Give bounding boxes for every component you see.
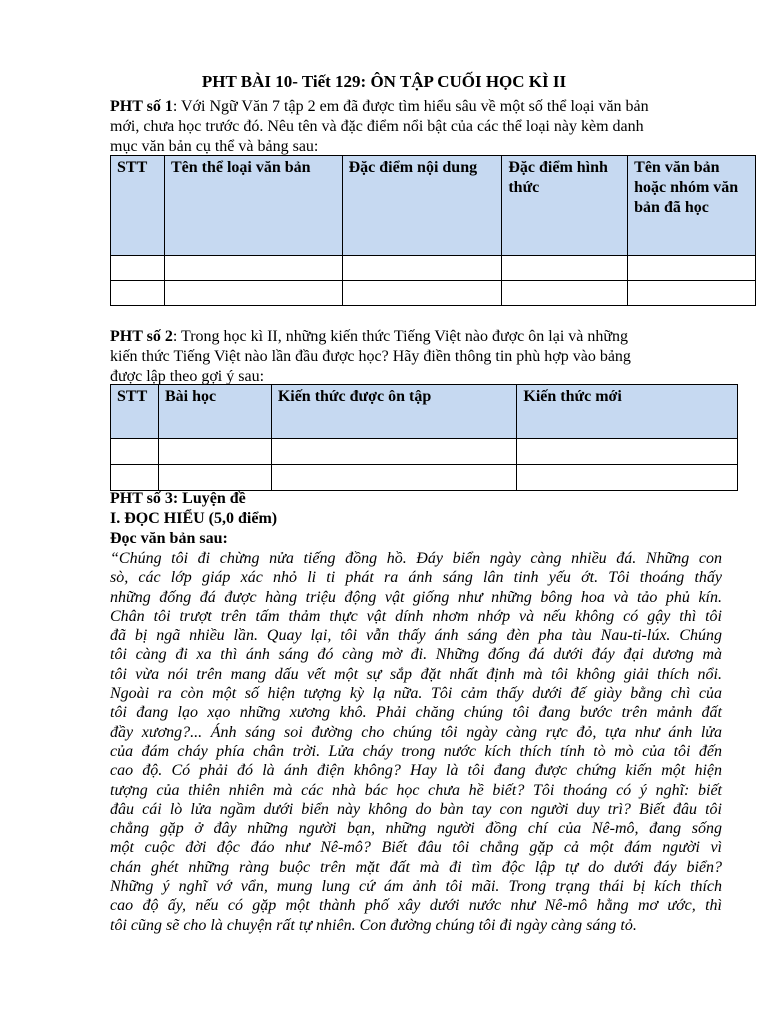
passage-line: tượng của thiên nhiên mà các nhà bác học chưa hề biết? Tôi thoáng có ý nghĩ: biết: [110, 781, 722, 799]
pht2-line-1: : Trong học kì II, những kiến thức Tiếng Việt nào được ôn lại và những: [172, 328, 629, 345]
table-cell[interactable]: [342, 281, 502, 306]
pht1-header-texts: Tên văn bản hoặc nhóm văn bản đã học: [628, 156, 756, 256]
table-row: [111, 465, 738, 491]
table-cell[interactable]: [271, 439, 517, 465]
passage-line: của đám cháy phía chân trời. Lửa cháy trong nước kích thích tính tò mò của tôi đến: [110, 742, 722, 760]
passage-line: chẳng gặp ở đây những người bạn, những người đồng chí của Nê-mô, đang sống: [110, 820, 722, 838]
pht2-header-new: Kiến thức mới: [517, 385, 738, 439]
page-title: PHT BÀI 10- Tiết 129: ÔN TẬP CUỐI HỌC KÌ II: [201, 72, 567, 91]
pht2-prompt: [110, 327, 730, 387]
pht2-header-lesson: Bài học: [158, 385, 271, 439]
table-cell[interactable]: [158, 465, 271, 491]
pht1-table: [110, 155, 756, 306]
passage-line: chán ghét những ràng buộc trên mặt đất mà đi tìm độc lập tự do dưới đáy biển?: [110, 858, 722, 876]
passage-line: tôi đang lạo xạo những xương khô. Phải chăng chúng tôi đang bước trên mảnh đất: [110, 704, 722, 722]
passage-line: Những ý nghĩ vớ vẩn, mung lung cứ ám ảnh tôi mãi. Trong trạng thái bị kích thích: [110, 878, 722, 896]
pht2-header-row: [111, 385, 738, 439]
passage-line: cao độ. Có phải đó là ánh điện không? Hay là tôi đang được chứng kiến một hiện: [110, 762, 722, 780]
table-cell[interactable]: [502, 281, 628, 306]
pht2-header-review: Kiến thức được ôn tập: [271, 385, 517, 439]
pht2-header-stt: STT: [111, 385, 159, 439]
passage-line: “Chúng tôi đi chừng nửa tiếng đồng hồ. Đáy biển ngày càng nhiều đá. Những con: [110, 550, 722, 567]
reading-instruction: Đọc văn bản sau:: [110, 530, 228, 547]
table-cell[interactable]: [111, 439, 159, 465]
table-cell[interactable]: [628, 256, 756, 281]
passage-line: cao độ ấy, nếu có gặp một thành phố xây dưới nước như Nê-mô hằng mơ ước, thì: [110, 897, 722, 915]
pht2-table: [110, 384, 738, 491]
table-row: [111, 281, 756, 306]
table-cell[interactable]: [158, 439, 271, 465]
passage-line: sò, các lớp giáp xác nhỏ li ti phát ra ánh sáng lân tinh yếu ớt. Tôi thoáng thấy: [110, 569, 722, 587]
pht1-label: PHT số 1: [110, 98, 173, 115]
table-cell[interactable]: [111, 465, 159, 491]
passage-line: Ngoài ra còn một số hiện tượng kỳ lạ nữa. Tôi cảm thấy dưới đế giày bằng chì của: [110, 685, 722, 703]
passage-line: đâu cái lò lửa ngầm dưới biển này không do bàn tay con người duy trì? Biết đâu tôi: [110, 800, 722, 818]
pht2-line-3: được lập theo gợi ý sau:: [110, 368, 265, 385]
pht3-label: PHT số 3: Luyện đề: [110, 490, 246, 507]
table-cell[interactable]: [517, 439, 738, 465]
table-cell[interactable]: [111, 281, 165, 306]
table-cell[interactable]: [271, 465, 517, 491]
pht1-header-genre: Tên thể loại văn bản: [164, 156, 342, 256]
table-row: [111, 439, 738, 465]
table-cell[interactable]: [628, 281, 756, 306]
passage-line: tôi cũng sẽ cho là chuyện rất tự nhiên. Con đường chúng tôi đi ngày càng sáng tỏ.: [110, 916, 637, 934]
table-cell[interactable]: [164, 281, 342, 306]
pht2-line-2: kiến thức Tiếng Việt nào lần đầu được học? Hãy điền thông tin phù hợp vào bảng: [110, 348, 631, 365]
pht1-line-2: mới, chưa học trước đó. Nêu tên và đặc điểm nổi bật của các thể loại này kèm danh: [110, 118, 644, 135]
pht1-prompt: [110, 97, 730, 157]
passage-line: tôi càng đi xa thì ánh sáng đó càng mờ đi. Những đống đá dưới đáy đại dương mà: [110, 646, 722, 664]
table-cell[interactable]: [517, 465, 738, 491]
table-row: [111, 256, 756, 281]
pht1-header-row: [111, 156, 756, 256]
pht1-header-stt: STT: [111, 156, 165, 256]
pht1-line-3: mục văn bản cụ thể và bảng sau:: [110, 138, 319, 155]
passage-line: tôi vừa nói trên mang dấu vết một sự sắp đặt nhất định mà tôi không giải thích nổi.: [110, 665, 722, 683]
passage-line: những đống đá được hàng triệu động vật giống như những bông hoa và tảo phủ kín.: [110, 588, 722, 606]
reading-passage: [110, 549, 722, 935]
pht1-line-1: : Với Ngữ Văn 7 tập 2 em đã được tìm hiểu sâu về một số thể loại văn bản: [172, 98, 649, 115]
table-cell[interactable]: [342, 256, 502, 281]
passage-line: đã bị ngã nhiều lần. Quay lại, tôi vẫn thấy ánh sáng đèn pha tàu Nau-ti-lúx. Chúng: [110, 627, 722, 645]
pht2-label: PHT số 2: [110, 328, 173, 345]
table-cell[interactable]: [164, 256, 342, 281]
table-cell[interactable]: [502, 256, 628, 281]
passage-line: đầy xương?... Ánh sáng soi đường cho chúng tôi ngày càng rực đỏ, tựa như ánh lửa: [110, 723, 722, 741]
section-heading-reading: I. ĐỌC HIỂU (5,0 điểm): [110, 510, 278, 527]
pht1-header-content: Đặc điểm nội dung: [342, 156, 502, 256]
passage-line: Chân tôi trượt trên tấm thảm thực vật dính nhơm nhớp và nếu không có gậy thì tôi: [110, 607, 722, 625]
table-cell[interactable]: [111, 256, 165, 281]
passage-line: một cuộc đời độc đáo như Nê-mô? Biết đâu tôi chẳng gặp cả một đám người vì: [110, 839, 722, 857]
pht1-header-form: Đặc điểm hình thức: [502, 156, 628, 256]
